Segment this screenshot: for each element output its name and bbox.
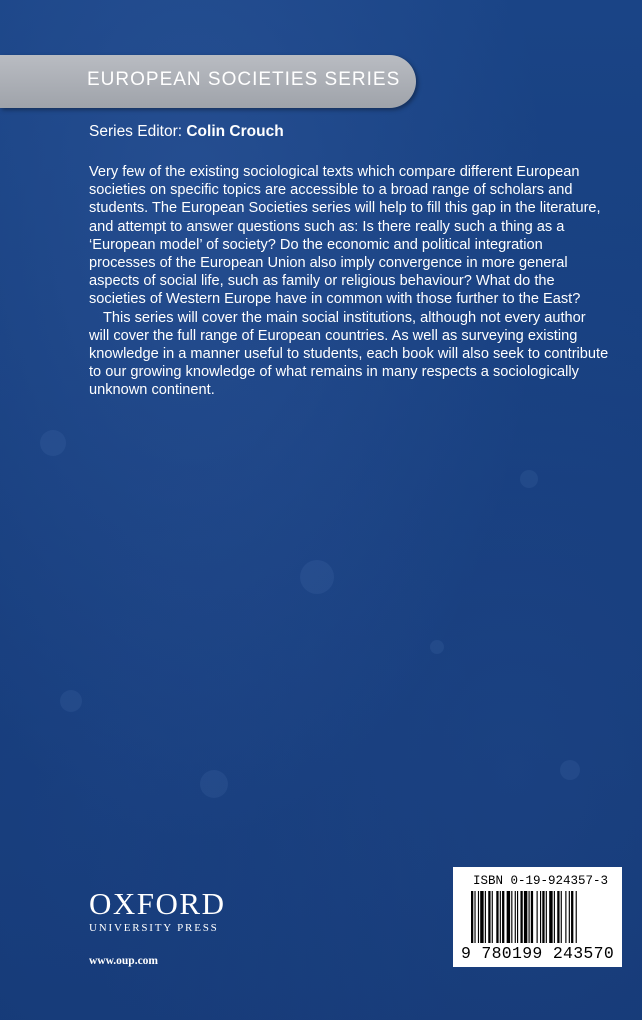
barcode-bar [507, 891, 510, 943]
background-bubble [60, 690, 82, 712]
isbn-number: ISBN 0-19-924357-3 [473, 874, 609, 888]
barcode-bar [502, 891, 504, 943]
series-title: EUROPEAN SOCIETIES SERIES [87, 69, 401, 90]
barcode-bar [554, 891, 555, 943]
barcode-bar [557, 891, 559, 943]
barcode-bar [478, 891, 479, 943]
series-editor-name: Colin Crouch [186, 123, 284, 140]
barcode-bar [474, 891, 475, 943]
barcode-bar [546, 891, 547, 943]
background-bubble [40, 430, 66, 456]
barcode-bar [529, 891, 530, 943]
description-paragraph-2: This series will cover the main social institutions, although not every author will cover the full range of European countries. As well as surveying existing knowledge in a manner useful to students, each book will also seek to contribute to our growing knowledge of what remains in many respects a sociologically unknown continent. [89, 309, 609, 399]
barcode-bar [565, 891, 566, 943]
barcode-bar [511, 891, 512, 943]
barcode-bar [515, 891, 516, 943]
barcode-bar [542, 891, 544, 943]
barcode-bar [480, 891, 483, 943]
background-bubble [520, 470, 538, 488]
background-bubble [430, 640, 444, 654]
publisher-website: www.oup.com [89, 955, 159, 967]
barcode-icon [471, 891, 605, 943]
publisher-logo-sub: UNIVERSITY PRESS [89, 922, 219, 934]
barcode-bar [488, 891, 490, 943]
series-editor-label: Series Editor: [89, 123, 183, 140]
barcode-bar [500, 891, 501, 943]
ean-digits: 9 780199 243570 [461, 944, 615, 963]
barcode-bar [524, 891, 527, 943]
barcode-bar [485, 891, 486, 943]
barcode-bar [520, 891, 522, 943]
barcode-bar [540, 891, 541, 943]
series-banner [0, 55, 416, 108]
barcode-bar [517, 891, 518, 943]
barcode-bar [561, 891, 562, 943]
barcode-bar [576, 891, 577, 943]
publisher-logo-main: OXFORD [89, 886, 226, 921]
barcode-bar [569, 891, 570, 943]
barcode-bar [537, 891, 538, 943]
series-editor [89, 123, 284, 141]
background-bubble [300, 560, 334, 594]
background-bubble [560, 760, 580, 780]
barcode-bar [571, 891, 573, 943]
barcode-bar [492, 891, 493, 943]
barcode-bar [549, 891, 552, 943]
series-description [89, 163, 609, 400]
publisher-logo [89, 888, 249, 934]
background-bubble [200, 770, 228, 798]
barcode-bar [496, 891, 498, 943]
description-paragraph-1: Very few of the existing sociological texts which compare different European societies on specific topics are accessible to a broad range of scholars and students. The European Societies series will help to fill this gap in the literature, and attempt to answer questions such as: Is there really such a thing as a ‘European model’ of society? Do the economic and political integration processes of the European Union also imply convergence in more general aspects of social life, such as family or religious behaviour? What do the societies of Western Europe have in common with those further to the East? [89, 164, 601, 308]
barcode-bar [471, 891, 473, 943]
isbn-barcode [453, 867, 622, 967]
barcode-bar [531, 891, 533, 943]
